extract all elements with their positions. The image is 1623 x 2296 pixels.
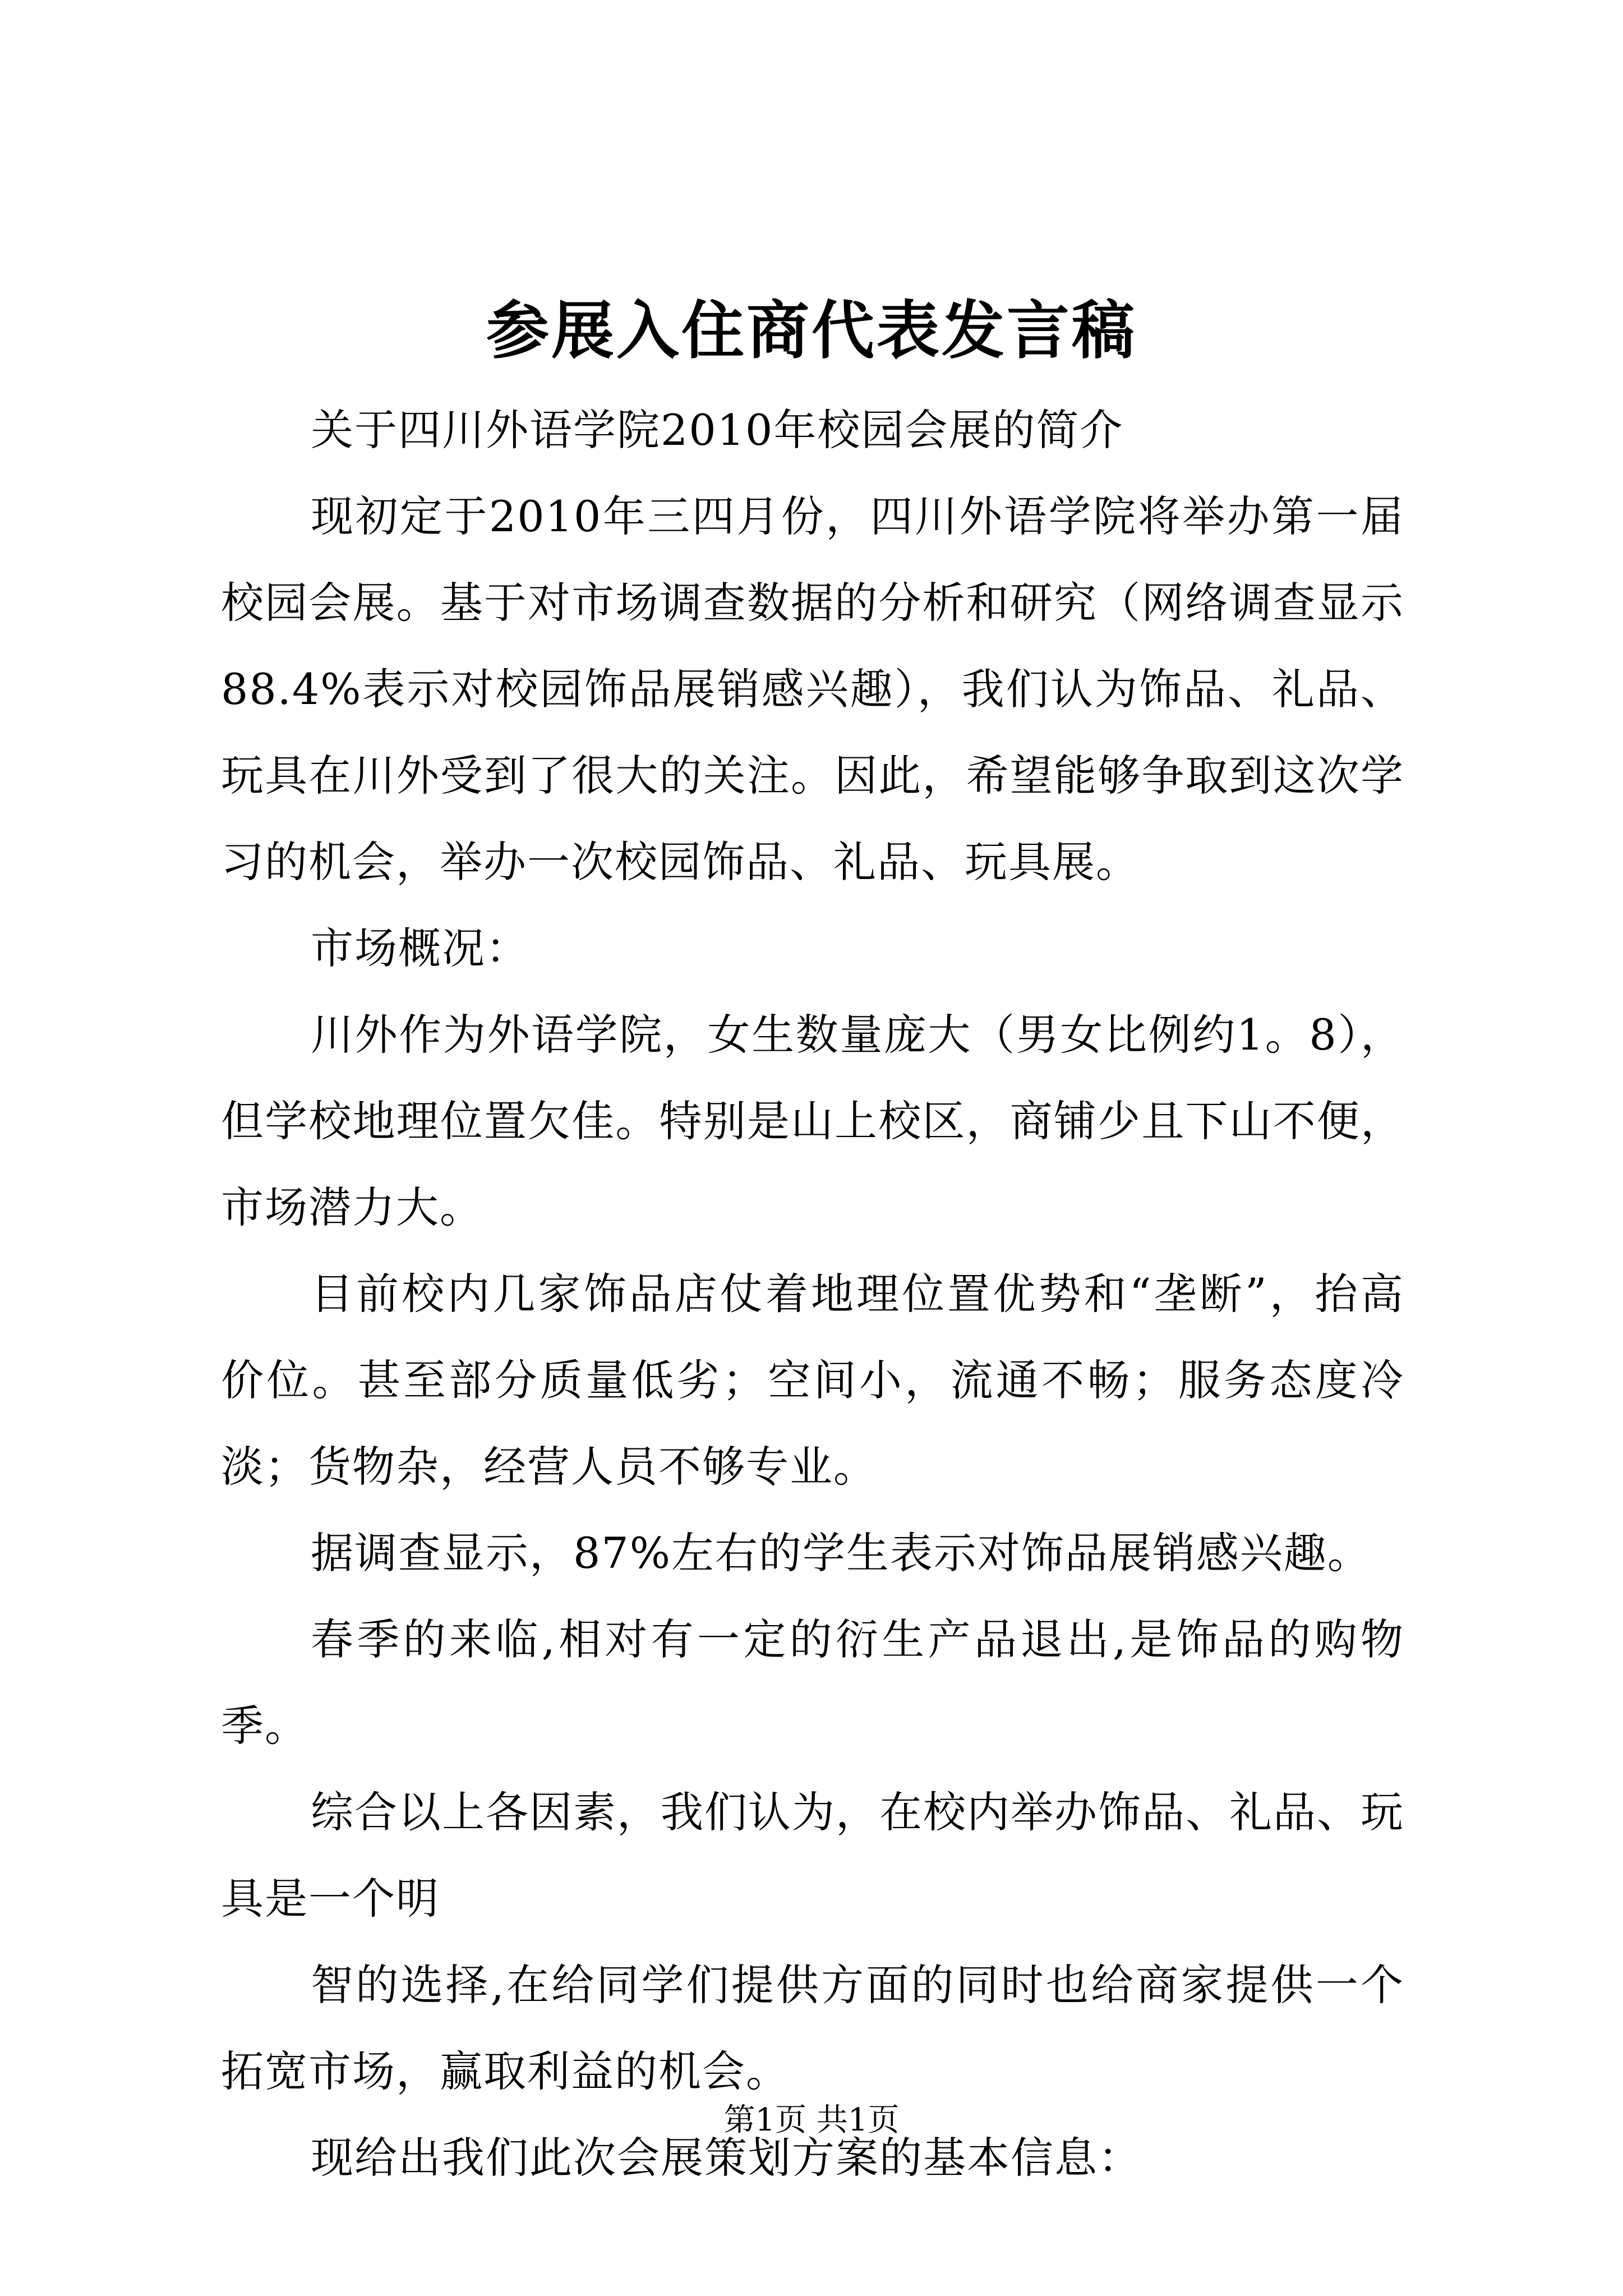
paragraph-market-heading: 市场概况： [311,923,529,973]
document-body [221,387,1404,2201]
paragraph-event-overview: 现初定于2010年三四月份，四川外语学院将举办第一届校园会展。基于对市场调查数据的分析和研究（网络调查显示88.4%表示对校园饰品展销感兴趣），我们认为饰品、礼品、玩具在川外受到了很大的关注。因此，希望能够争取到这次学习的机会，举办一次校园饰品、礼品、玩具展。 [221,491,1404,887]
paragraph-spring-season: 春季的来临,相对有一定的衍生产品退出,是饰品的购物季。 [221,1614,1404,1751]
paragraph-market-situation: 川外作为外语学院，女生数量庞大（男女比例约1。8），但学校地理位置欠佳。特别是山上校区，商铺少且下山不便，市场潜力大。 [221,1010,1404,1232]
paragraph-plan-intro: 现给出我们此次会展策划方案的基本信息： [311,2133,1142,2183]
document-title: 参展入住商代表发言稿 [486,294,1137,367]
paragraph-conclusion-start: 综合以上各因素，我们认为，在校内举办饰品、礼品、玩具是一个明 [221,1787,1404,1924]
paragraph-existing-shops: 目前校内几家饰品店仗着地理位置优势和“垄断”，抬高价位。甚至部分质量低劣；空间小，流通不畅；服务态度冷淡；货物杂，经营人员不够专业。 [221,1269,1404,1492]
paragraph-conclusion-continued: 智的选择,在给同学们提供方面的同时也给商家提供一个拓宽市场，赢取利益的机会。 [221,1960,1404,2096]
page-footer: 第1页 共1页 [723,2102,900,2138]
paragraph-intro-heading: 关于四川外语学院2010年校园会展的简介 [311,405,1124,455]
paragraph-survey-result: 据调查显示，87%左右的学生表示对饰品展销感兴趣。 [311,1528,1371,1578]
